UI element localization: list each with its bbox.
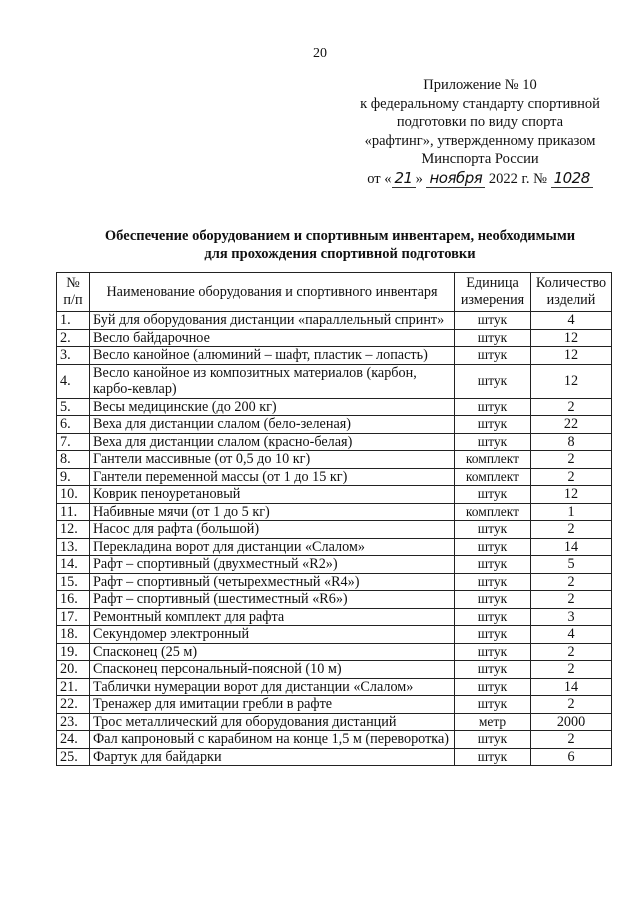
cell-num: 22. [57, 696, 90, 714]
cell-qty: 4 [531, 312, 612, 330]
cell-name: Фартук для байдарки [90, 748, 455, 766]
cell-unit: штук [455, 678, 531, 696]
cell-name: Буй для оборудования дистанции «параллельный спринт» [90, 312, 455, 330]
cell-qty: 2 [531, 643, 612, 661]
table-row [57, 713, 612, 731]
date-month-handwritten: ноября [426, 169, 485, 188]
cell-num: 14. [57, 556, 90, 574]
appendix-line: подготовки по виду спорта [396, 114, 564, 130]
cell-name: Весло байдарочное [90, 329, 455, 347]
cell-qty: 2 [531, 521, 612, 539]
cell-unit: комплект [455, 468, 531, 486]
table-row [57, 748, 612, 766]
table-row [57, 347, 612, 365]
cell-qty: 12 [531, 347, 612, 365]
cell-qty: 22 [531, 416, 612, 434]
cell-unit: штук [455, 329, 531, 347]
cell-num: 24. [57, 731, 90, 749]
cell-name: Рафт – спортивный (четырехместный «R4») [90, 573, 455, 591]
table-row [57, 626, 612, 644]
header-name: Наименование оборудования и спортивного инвентаря [90, 273, 455, 312]
cell-qty: 6 [531, 748, 612, 766]
table-row [57, 678, 612, 696]
table-row [57, 556, 612, 574]
cell-qty: 1 [531, 503, 612, 521]
cell-unit: метр [455, 713, 531, 731]
cell-qty: 14 [531, 538, 612, 556]
cell-qty: 4 [531, 626, 612, 644]
cell-qty: 12 [531, 486, 612, 504]
cell-num: 11. [57, 503, 90, 521]
cell-num: 4. [57, 364, 90, 398]
cell-num: 12. [57, 521, 90, 539]
table-row [57, 451, 612, 469]
cell-name: Гантели переменной массы (от 1 до 15 кг) [90, 468, 455, 486]
cell-num: 16. [57, 591, 90, 609]
table-row [57, 608, 612, 626]
table-row [57, 416, 612, 434]
cell-qty: 8 [531, 433, 612, 451]
cell-num: 13. [57, 538, 90, 556]
table-row [57, 731, 612, 749]
table-body [57, 312, 612, 766]
cell-name: Таблички нумерации ворот для дистанции «Слалом» [90, 678, 455, 696]
table-header-row [57, 273, 612, 312]
cell-unit: комплект [455, 451, 531, 469]
cell-num: 17. [57, 608, 90, 626]
cell-unit: комплект [455, 503, 531, 521]
cell-unit: штук [455, 643, 531, 661]
table-row [57, 486, 612, 504]
page-number: 20 [313, 46, 327, 61]
cell-name: Спасконец персональный-поясной (10 м) [90, 661, 455, 679]
order-number-handwritten: 1028 [551, 169, 593, 188]
cell-unit: штук [455, 347, 531, 365]
cell-unit: штук [455, 538, 531, 556]
cell-unit: штук [455, 364, 531, 398]
cell-qty: 2 [531, 731, 612, 749]
cell-qty: 2000 [531, 713, 612, 731]
cell-name: Весы медицинские (до 200 кг) [90, 398, 455, 416]
table-row [57, 661, 612, 679]
appendix-line: Минспорта России [421, 151, 539, 167]
cell-unit: штук [455, 486, 531, 504]
cell-name: Ремонтный комплект для рафта [90, 608, 455, 626]
cell-unit: штук [455, 433, 531, 451]
cell-unit: штук [455, 626, 531, 644]
cell-name: Рафт – спортивный (двухместный «R2») [90, 556, 455, 574]
cell-name: Веха для дистанции слалом (бело-зеленая) [90, 416, 455, 434]
cell-name: Фал капроновый с карабином на конце 1,5 м (переворотка) [90, 731, 455, 749]
cell-num: 3. [57, 347, 90, 365]
cell-num: 21. [57, 678, 90, 696]
cell-qty: 2 [531, 451, 612, 469]
table-row [57, 398, 612, 416]
cell-unit: штук [455, 731, 531, 749]
cell-qty: 12 [531, 364, 612, 398]
appendix-line: «рафтинг», утвержденному приказом [364, 132, 596, 149]
cell-num: 2. [57, 329, 90, 347]
table-row [57, 468, 612, 486]
cell-num: 10. [57, 486, 90, 504]
title-line: Обеспечение оборудованием и спортивным инвентарем, необходимыми [104, 228, 576, 244]
table-row [57, 521, 612, 539]
cell-qty: 2 [531, 398, 612, 416]
order-date-line [330, 169, 630, 189]
table-row [57, 538, 612, 556]
cell-name: Набивные мячи (от 1 до 5 кг) [90, 503, 455, 521]
cell-qty: 2 [531, 468, 612, 486]
cell-name: Трос металлический для оборудования дистанций [90, 713, 455, 731]
date-year: 2022 г. № [488, 170, 547, 187]
cell-name: Весло канойное (алюминий – шафт, пластик – лопасть) [90, 347, 455, 365]
cell-unit: штук [455, 696, 531, 714]
table-row [57, 364, 612, 398]
header-qty: Количество изделий [531, 273, 612, 312]
cell-qty: 2 [531, 696, 612, 714]
cell-unit: штук [455, 661, 531, 679]
date-prefix: от « [367, 170, 392, 187]
cell-num: 18. [57, 626, 90, 644]
cell-num: 25. [57, 748, 90, 766]
table-row [57, 329, 612, 347]
cell-qty: 12 [531, 329, 612, 347]
cell-name: Секундомер электронный [90, 626, 455, 644]
cell-num: 1. [57, 312, 90, 330]
cell-num: 6. [57, 416, 90, 434]
cell-name: Перекладина ворот для дистанции «Слалом» [90, 538, 455, 556]
cell-name: Гантели массивные (от 0,5 до 10 кг) [90, 451, 455, 469]
cell-qty: 14 [531, 678, 612, 696]
cell-num: 15. [57, 573, 90, 591]
cell-unit: штук [455, 591, 531, 609]
appendix-line: Приложение № 10 [423, 77, 537, 93]
table-row [57, 503, 612, 521]
cell-name: Рафт – спортивный (шестиместный «R6») [90, 591, 455, 609]
cell-unit: штук [455, 416, 531, 434]
title-line: для прохождения спортивной подготовки [204, 246, 476, 262]
cell-unit: штук [455, 398, 531, 416]
cell-num: 8. [57, 451, 90, 469]
cell-qty: 2 [531, 591, 612, 609]
appendix-block [330, 76, 630, 188]
cell-unit: штук [455, 748, 531, 766]
table-row [57, 312, 612, 330]
table-row [57, 643, 612, 661]
cell-unit: штук [455, 573, 531, 591]
cell-num: 19. [57, 643, 90, 661]
cell-qty: 2 [531, 661, 612, 679]
cell-qty: 3 [531, 608, 612, 626]
cell-num: 9. [57, 468, 90, 486]
cell-name: Насос для рафта (большой) [90, 521, 455, 539]
table-row [57, 573, 612, 591]
date-mid: » [415, 170, 423, 187]
header-num: № п/п [57, 273, 90, 312]
cell-qty: 5 [531, 556, 612, 574]
table-row [57, 433, 612, 451]
date-day-handwritten: 21 [392, 169, 416, 188]
cell-num: 5. [57, 398, 90, 416]
cell-unit: штук [455, 608, 531, 626]
cell-name: Спасконец (25 м) [90, 643, 455, 661]
header-unit: Единица измерения [455, 273, 531, 312]
document-title [40, 227, 640, 263]
table-row [57, 591, 612, 609]
appendix-line: к федеральному стандарту спортивной [360, 95, 600, 112]
cell-num: 23. [57, 713, 90, 731]
cell-unit: штук [455, 312, 531, 330]
cell-unit: штук [455, 556, 531, 574]
cell-name: Веха для дистанции слалом (красно-белая) [90, 433, 455, 451]
equipment-table [56, 272, 612, 766]
cell-num: 7. [57, 433, 90, 451]
cell-name: Коврик пеноуретановый [90, 486, 455, 504]
cell-num: 20. [57, 661, 90, 679]
cell-qty: 2 [531, 573, 612, 591]
cell-unit: штук [455, 521, 531, 539]
table-row [57, 696, 612, 714]
cell-name: Весло канойное из композитных материалов (карбон, карбо-кевлар) [90, 364, 455, 398]
cell-name: Тренажер для имитации гребли в рафте [90, 696, 455, 714]
